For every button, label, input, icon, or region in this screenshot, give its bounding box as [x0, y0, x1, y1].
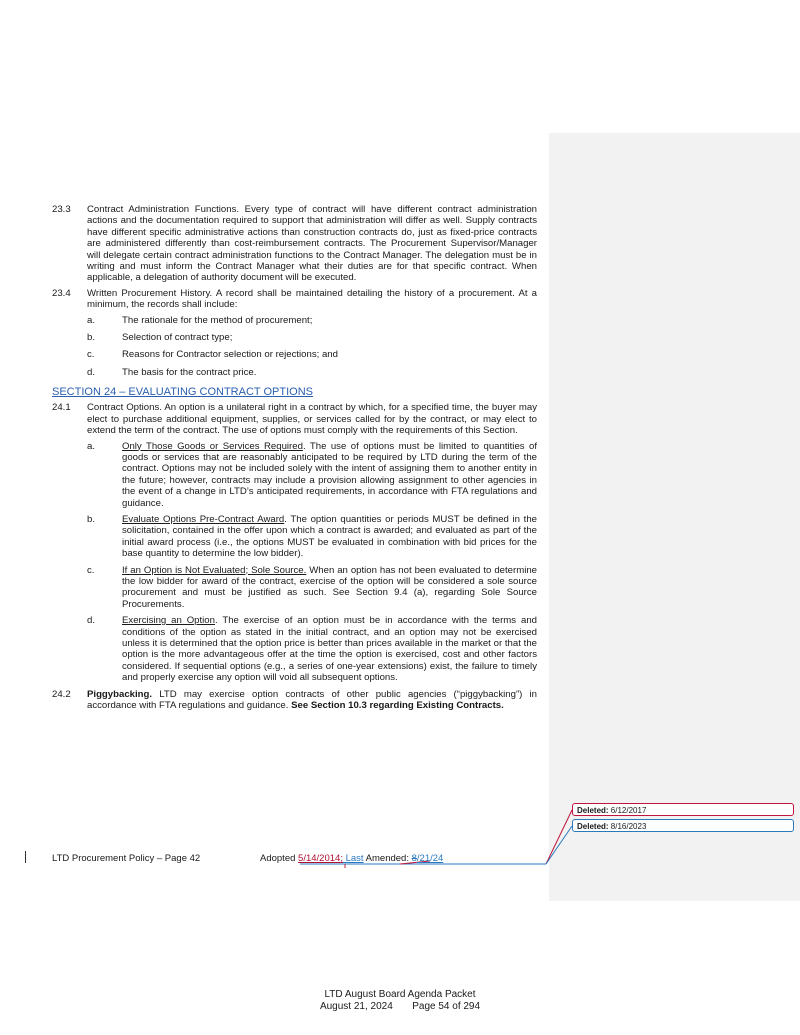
last-word: Last: [342, 853, 364, 864]
list-text: The use of options must be limited to quantities of goods or services that are reasonably anticipated to be required by LTD during the term of the contract. Options may not be included solely with the intent of assigning them to another entity in the future; however, contracts may include a provision allowing assignment to other agencies in the event of a change in LTD’s anticipated requirements, in accordance with FTA regulations and guidance.: [122, 440, 538, 509]
list-text: Selection of contract type;: [122, 332, 233, 344]
clause-number: 23.3: [52, 204, 71, 215]
list-text: Reasons for Contractor selection or rejections; and: [122, 349, 338, 361]
list-text: The basis for the contract price.: [122, 366, 257, 378]
clause-text: Contract Options. An option is a unilateral right in a contract by which, for a specified time, the buyer may elect to purchase additional equipment, supplies, or services called for by the contract, or may elect to extend the term of the contract. The use of options must comply with the requirements of this Section.: [87, 402, 537, 437]
list-title: Only Those Goods or Services Required: [122, 440, 303, 452]
separator: ;: [340, 853, 343, 864]
list-letter: d.: [87, 366, 96, 378]
amended-date: /21/24: [416, 853, 444, 864]
clause-number: 24.1: [52, 402, 71, 414]
clause-text: Written Procurement History. A record shall be maintained detailing the history of a procurement. At a minimum, the records shall include:: [87, 287, 537, 311]
list-text: The rationale for the method of procurement;: [122, 314, 313, 326]
list-title: Evaluate Options Pre-Contract Award: [122, 513, 285, 525]
list-title: Exercising an Option: [122, 615, 215, 627]
amended-label: Amended:: [363, 853, 412, 864]
comment-value: 6/12/2017: [610, 806, 647, 815]
section-24-heading[interactable]: SECTION 24 – EVALUATING CONTRACT OPTIONS: [52, 386, 313, 399]
adopted-label: Adopted: [260, 853, 299, 864]
comment-value: 8/16/2023: [610, 822, 647, 831]
change-bar: [25, 851, 26, 863]
clause-bold-tail: See Section 10.3 regarding Existing Contracts.: [291, 700, 504, 712]
clause-number: 24.2: [52, 688, 71, 700]
list-letter: c.: [87, 349, 95, 361]
comment-tag: Deleted:: [577, 822, 609, 831]
clause-text: Contract Administration Functions. Every type of contract will have different contract administration actions and the documentation required to support that administration will differ as well. Supply contracts have different specific administrative actions than construction contracts do, just as fixed-price contracts are administered differently than cost-reimbursement contracts. The Procurement Supervisor/Manager will delegate certain contract administration functions to the Contract Manager. The delegation must be in writing and must inform the Contract Manager what their duties are for that specific contract. When applicable, a delegation of authority document will be executed.: [87, 204, 537, 284]
list-letter: c.: [87, 564, 95, 576]
comment-deleted-1[interactable]: [572, 803, 794, 816]
list-text: The exercise of an option must be in accordance with the terms and conditions of the option as stated in the initial contract, and an option may not be exercised unless it is determined that the option price is better than prices available in the market or that the option is the more advantageous offer at the time the option is exercised, cost and other factors considered. If sequential options (e.g., a series of one-year extensions) exist, the failure to timely and properly exercise any option will void all subsequent options.: [122, 615, 537, 684]
page-footer-line1: LTD August Board Agenda Packet: [324, 989, 476, 1000]
footer-revision: [260, 853, 443, 864]
list-letter: a.: [87, 314, 96, 326]
list-letter: b.: [87, 513, 96, 525]
list-title-punct: .: [284, 513, 287, 525]
list-text: When an option has not been evaluated to determine the low bidder for award of the contract, exercise of the option will be considered a sole source procurement and must be justified as such. See Section 9.4 (a), regarding Sole Source Procurements.: [122, 564, 537, 610]
list-text: The option quantities or periods MUST be defined in the solicitation, contained in the offer upon which a contract is awarded; and evaluated as part of the initial award process (i.e., the options MUST be evaluated in combination with bid prices for the base quantity to determine the low bidder).: [122, 513, 537, 560]
list-letter: a.: [87, 440, 96, 452]
page-footer: [0, 989, 800, 1012]
list-letter: b.: [87, 332, 96, 344]
comment-tag: Deleted:: [577, 806, 609, 815]
adopted-date: 5/14/2014: [298, 853, 341, 864]
list-title-punct: .: [214, 615, 218, 627]
clause-text: LTD may exercise option contracts of other public agencies (“piggybacking”) in accordance with FTA regulations and guidance.: [87, 688, 537, 712]
clause-number: 23.4: [52, 287, 71, 299]
list-title: If an Option is Not Evaluated; Sole Source.: [122, 564, 307, 576]
list-letter: d.: [87, 615, 96, 627]
page-footer-line2: August 21, 2024 Page 54 of 294: [319, 1000, 481, 1012]
clause-bold-lead: Piggybacking.: [87, 688, 153, 700]
deleted-digit: 8: [411, 853, 417, 864]
list-title-punct: .: [302, 440, 306, 452]
footer-left: LTD Procurement Policy – Page 42: [52, 853, 201, 864]
comment-deleted-2[interactable]: [572, 819, 794, 832]
